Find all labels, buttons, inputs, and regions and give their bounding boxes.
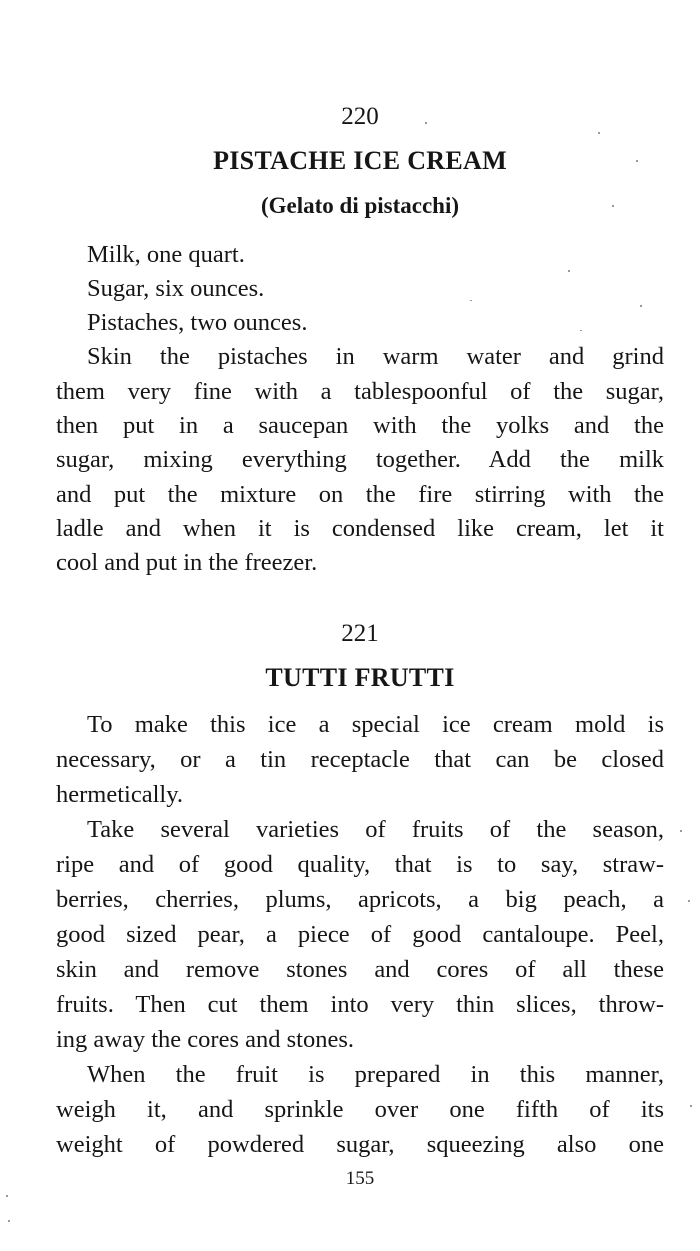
text-line: necessary, or a tin receptacle that can be closed xyxy=(56,746,664,773)
recipe-title: TUTTI FRUTTI xyxy=(265,663,455,692)
text-line: and put the mixture on the fire stirring with the xyxy=(56,481,664,508)
text-line: then put in a saucepan with the yolks and the xyxy=(56,412,664,439)
text-line: To make this ice a special ice cream mold is xyxy=(87,711,664,738)
recipe-title: PISTACHE ICE CREAM xyxy=(213,146,507,175)
text-line: ripe and of good quality, that is to say, straw- xyxy=(56,851,664,878)
text-line: sugar, mixing everything together. Add the milk xyxy=(56,446,664,473)
text-line: good sized pear, a piece of good cantaloupe. Peel, xyxy=(56,921,664,948)
text-line: them very fine with a tablespoonful of the sugar, xyxy=(56,378,664,405)
text-line: skin and remove stones and cores of all these xyxy=(56,956,664,983)
page-number: 155 xyxy=(345,1168,375,1189)
text-line: ing away the cores and stones. xyxy=(56,1026,354,1053)
recipe-subtitle: (Gelato di pistacchi) xyxy=(260,193,460,218)
text-line: weight of powdered sugar, squeezing also one xyxy=(56,1131,664,1158)
text-line: cool and put in the freezer. xyxy=(56,549,318,576)
text-line: Take several varieties of fruits of the season, xyxy=(87,816,664,843)
text-line: fruits. Then cut them into very thin slices, throw- xyxy=(56,991,664,1018)
text-line: hermetically. xyxy=(56,781,183,808)
ingredient-line: Milk, one quart. xyxy=(87,241,245,268)
text-line: weigh it, and sprinkle over one fifth of its xyxy=(56,1096,664,1123)
text-line: When the fruit is prepared in this manner, xyxy=(87,1061,664,1088)
text-line: Skin the pistaches in warm water and grind xyxy=(87,343,664,370)
recipe-number: 221 xyxy=(341,620,379,647)
text-line: ladle and when it is condensed like cream, let it xyxy=(56,515,664,542)
ingredient-line: Sugar, six ounces. xyxy=(87,275,265,302)
text-line: berries, cherries, plums, apricots, a big peach, a xyxy=(56,886,664,913)
ingredient-line: Pistaches, two ounces. xyxy=(87,309,308,336)
recipe-number: 220 xyxy=(341,103,379,130)
